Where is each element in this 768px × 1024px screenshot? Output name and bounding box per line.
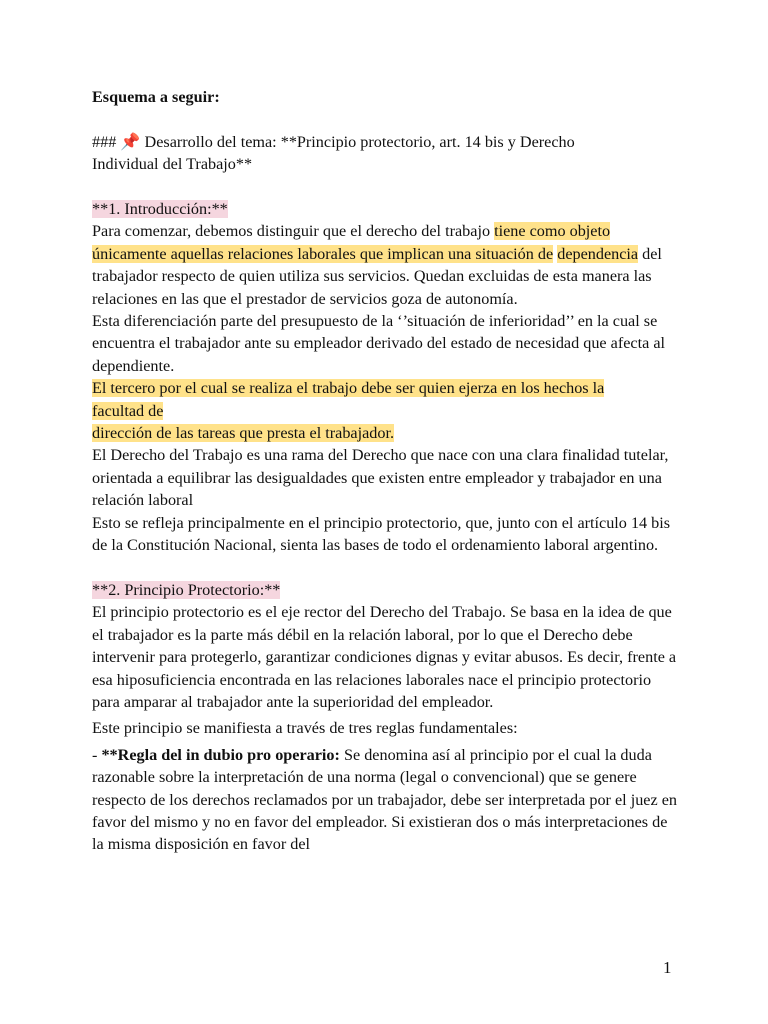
paragraph: El principio protectorio es el eje rector del Derecho del Trabajo. Se basa en la idea de que el trabajador es la parte más débil en la relación laboral, por lo que el Derecho debe intervenir para protegerlo, garantizar condiciones dignas y evitar abusos. Es decir, frente a esa hiposuficiencia encontrada en las relaciones laborales nace el principio protectorio para amparar al trabajador ante la superioridad del empleador. [92, 603, 677, 711]
rule-list-item: - **Regla del in dubio pro operario: Se denomina así al principio por el cual la duda razonable sobre la interpretación de una norma (legal o convencional) que se genere respecto de los derechos reclamados por un trabajador, debe ser interpretada por el juez en favor del mismo y no en favor del empleador. Si existieran dos o más interpretaciones de la misma disposición en favor del [92, 745, 677, 854]
paragraph: Esto se refleja principalmente en el principio protectorio, que, junto con el artículo 14 bis de la Constitución Nacional, sienta las bases de todo el ordenamiento laboral argentino. [92, 513, 671, 555]
document-heading: Esquema a seguir: [92, 88, 220, 106]
topic-text-1: Desarrollo del tema: **Principio protectorio, art. 14 bis y Derecho [144, 132, 575, 151]
rule-title: **Regla del in dubio pro operario: [101, 745, 340, 764]
page-number: 1 [663, 958, 672, 977]
topic-prefix: ### [92, 132, 117, 151]
pushpin-icon: 📌 [120, 132, 141, 151]
highlight: tiene como objeto [494, 222, 611, 241]
document-body [92, 86, 682, 856]
highlight: únicamente aquellas relaciones laborales que implican una situación de [92, 244, 554, 263]
paragraph: Esta diferenciación parte del presupuesto de la ‘’situación de inferioridad’’ en la cual se encuentra el trabajador ante su empleador derivado del estado de necesidad que afecta al dependiente. [92, 312, 666, 375]
highlighted-paragraph: El tercero por el cual se realiza el trabajo debe ser quien ejerza en los hechos la facultad de dirección de las tareas que presta el trabajador. [92, 379, 605, 443]
highlight: dependencia [557, 244, 639, 263]
topic-line [92, 131, 682, 176]
paragraph: El Derecho del Trabajo es una rama del Derecho que nace con una clara finalidad tutelar, orientada a equilibrar las desigualdades que existen entre empleador y trabajador en una relación laboral [92, 446, 669, 510]
paragraph: Este principio se manifiesta a través de tres reglas fundamentales: [92, 719, 518, 738]
section-heading-introduccion: **1. Introducción:** [92, 200, 228, 218]
topic-text-2: Individual del Trabajo** [92, 155, 253, 174]
paragraph: Para comenzar, debemos distinguir que el derecho del trabajo tiene como objeto únicamente aquellas relaciones laborales que implican una situación de dependencia del trabajador respecto de quien utiliza sus servicios. Quedan excluidas de esta manera las relaciones en las que el prestador de servicios goza de autonomía. [92, 222, 662, 308]
section-heading-principio: **2. Principio Protectorio:** [92, 580, 281, 599]
